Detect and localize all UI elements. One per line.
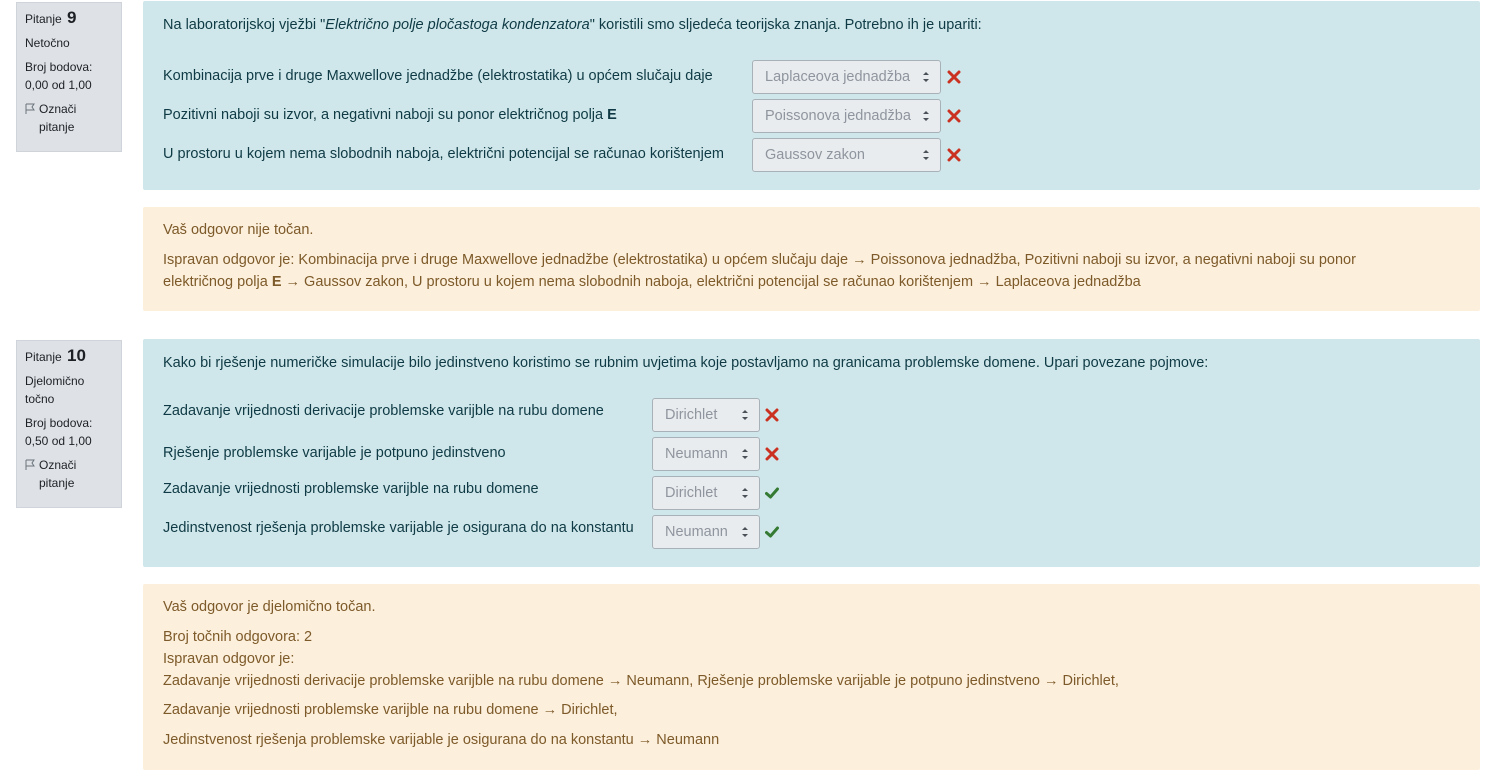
select-caret-icon: [741, 525, 749, 539]
match-row-label: Pozitivni naboji su izvor, a negativni naboji su ponor električnog polja: [163, 107, 604, 123]
question-grade: [25, 414, 114, 450]
match-row-label: Jedinstvenost rješenja problemske varijable je osigurana do na konstantu: [163, 520, 634, 536]
select-value: Poissonova jednadžba: [765, 108, 911, 124]
flag-label-line2: pitanje: [39, 476, 75, 490]
match-select[interactable]: [652, 398, 760, 432]
select-value: Gaussov zakon: [765, 147, 865, 163]
question-state: [25, 372, 114, 408]
feedback-verdict: Vaš odgovor je djelomično točan.: [163, 599, 376, 615]
select-value: Neumann: [665, 446, 728, 462]
question-text-italic: Električno polje pločastoga kondenzatora: [325, 17, 590, 33]
question-text: Kako bi rješenje numeričke simulacije bilo jedinstveno koristimo se rubnim uvjetima koje postavljamo na granicama problemske domene. Upari povezane pojmove:: [163, 355, 1209, 371]
match-row-label: Zadavanje vrijednosti problemske varijble na rubu domene: [163, 481, 539, 497]
feedback-right-answer-cont: [163, 271, 1141, 293]
match-select[interactable]: [752, 138, 941, 172]
flag-question-button[interactable]: [25, 100, 114, 136]
feedback-right-answer: Jedinstvenost rješenja problemske varijable je osigurana do na konstantu → Neumann: [163, 732, 720, 748]
question-text-part: " koristili smo sljedeća teorijska znanja. Potrebno ih je upariti:: [589, 17, 982, 33]
select-caret-icon: [922, 109, 930, 123]
question-grade: [25, 58, 114, 94]
feedback-right-answer-intro: Ispravan odgovor je:: [163, 651, 295, 667]
grade-label: Broj bodova:: [25, 60, 93, 74]
flag-label-line1: Označi: [39, 102, 77, 116]
match-row: [163, 403, 604, 419]
match-row: [163, 107, 617, 123]
match-row: [163, 481, 539, 497]
feedback-right-answer: Ispravan odgovor je: Kombinacija prve i druge Maxwellove jednadžbe (elektrostatika) u općem slučaju daje → Poissonova jednadžba, Pozitivni naboji su izvor, a negativni naboji su ponor: [163, 252, 1356, 268]
feedback-right-answer: Zadavanje vrijednosti problemske varijble na rubu domene → Dirichlet,: [163, 702, 618, 718]
grade-value: 0,50 od 1,00: [25, 434, 92, 448]
feedback-10: [143, 584, 1480, 770]
select-caret-icon: [741, 486, 749, 500]
question-text-part: Na laboratorijskoj vježbi ": [163, 17, 326, 33]
match-row: [163, 445, 506, 461]
flag-label: [39, 100, 76, 136]
cross-icon: [947, 109, 961, 123]
match-row: [163, 520, 634, 536]
select-value: Dirichlet: [665, 485, 718, 501]
match-row-label: Rješenje problemske varijable je potpuno jedinstveno: [163, 445, 506, 461]
match-select[interactable]: [652, 437, 760, 471]
feedback-correct-count: Broj točnih odgovora: 2: [163, 629, 313, 645]
cross-icon: [947, 148, 961, 162]
select-caret-icon: [922, 70, 930, 84]
question-text: [163, 17, 982, 33]
question-state-line1: Djelomično: [25, 374, 85, 388]
match-row: [163, 68, 713, 84]
select-caret-icon: [741, 408, 749, 422]
check-icon: [765, 525, 779, 539]
flag-icon: [25, 102, 39, 136]
match-row-label: U prostoru u kojem nema slobodnih naboja, električni potencijal se računao korištenjem: [163, 146, 724, 162]
question-state: Netočno: [25, 36, 70, 50]
select-value: Laplaceova jednadžba: [765, 69, 911, 85]
question-info-9: [16, 2, 122, 152]
match-row: [163, 146, 724, 162]
select-caret-icon: [922, 148, 930, 162]
feedback-text: → Gaussov zakon, U prostoru u kojem nema slobodnih naboja, električni potencijal se računao korištenjem → Laplaceova jednadžba: [281, 274, 1141, 290]
match-select[interactable]: [652, 476, 760, 510]
flag-icon: [25, 458, 39, 492]
select-value: Neumann: [665, 524, 728, 540]
match-select[interactable]: [752, 99, 941, 133]
question-label: Pitanje: [25, 12, 62, 26]
question-content-9: [143, 1, 1480, 190]
grade-value: 0,00 od 1,00: [25, 78, 92, 92]
match-select[interactable]: [752, 60, 941, 94]
cross-icon: [947, 70, 961, 84]
question-number: [25, 9, 114, 28]
question-number: [25, 347, 114, 366]
question-number-value: 9: [67, 8, 77, 27]
check-icon: [765, 486, 779, 500]
flag-label: [39, 456, 76, 492]
feedback-text: električnog polja: [163, 274, 272, 290]
feedback-right-answer: Zadavanje vrijednosti derivacije problemske varijble na rubu domene → Neumann, Rješenje problemske varijable je potpuno jedinstveno → Dirichlet,: [163, 673, 1119, 689]
flag-label-line2: pitanje: [39, 120, 75, 134]
flag-label-line1: Označi: [39, 458, 77, 472]
grade-label: Broj bodova:: [25, 416, 93, 430]
question-label: Pitanje: [25, 350, 62, 364]
match-row-label-bold: E: [607, 107, 617, 123]
feedback-9: [143, 207, 1480, 311]
question-content-10: [143, 339, 1480, 567]
match-row-label: Zadavanje vrijednosti derivacije problemske varijble na rubu domene: [163, 403, 604, 419]
match-select[interactable]: [652, 515, 760, 549]
feedback-text-bold: E: [271, 274, 282, 290]
select-value: Dirichlet: [665, 407, 718, 423]
flag-question-button[interactable]: [25, 456, 114, 492]
select-caret-icon: [741, 447, 749, 461]
question-number-value: 10: [67, 346, 86, 365]
match-row-label: Kombinacija prve i druge Maxwellove jednadžbe (elektrostatika) u općem slučaju daje: [163, 68, 713, 84]
question-info-10: [16, 340, 122, 508]
feedback-verdict: Vaš odgovor nije točan.: [163, 222, 314, 238]
question-state-line2: točno: [25, 392, 55, 406]
cross-icon: [765, 447, 779, 461]
cross-icon: [765, 408, 779, 422]
